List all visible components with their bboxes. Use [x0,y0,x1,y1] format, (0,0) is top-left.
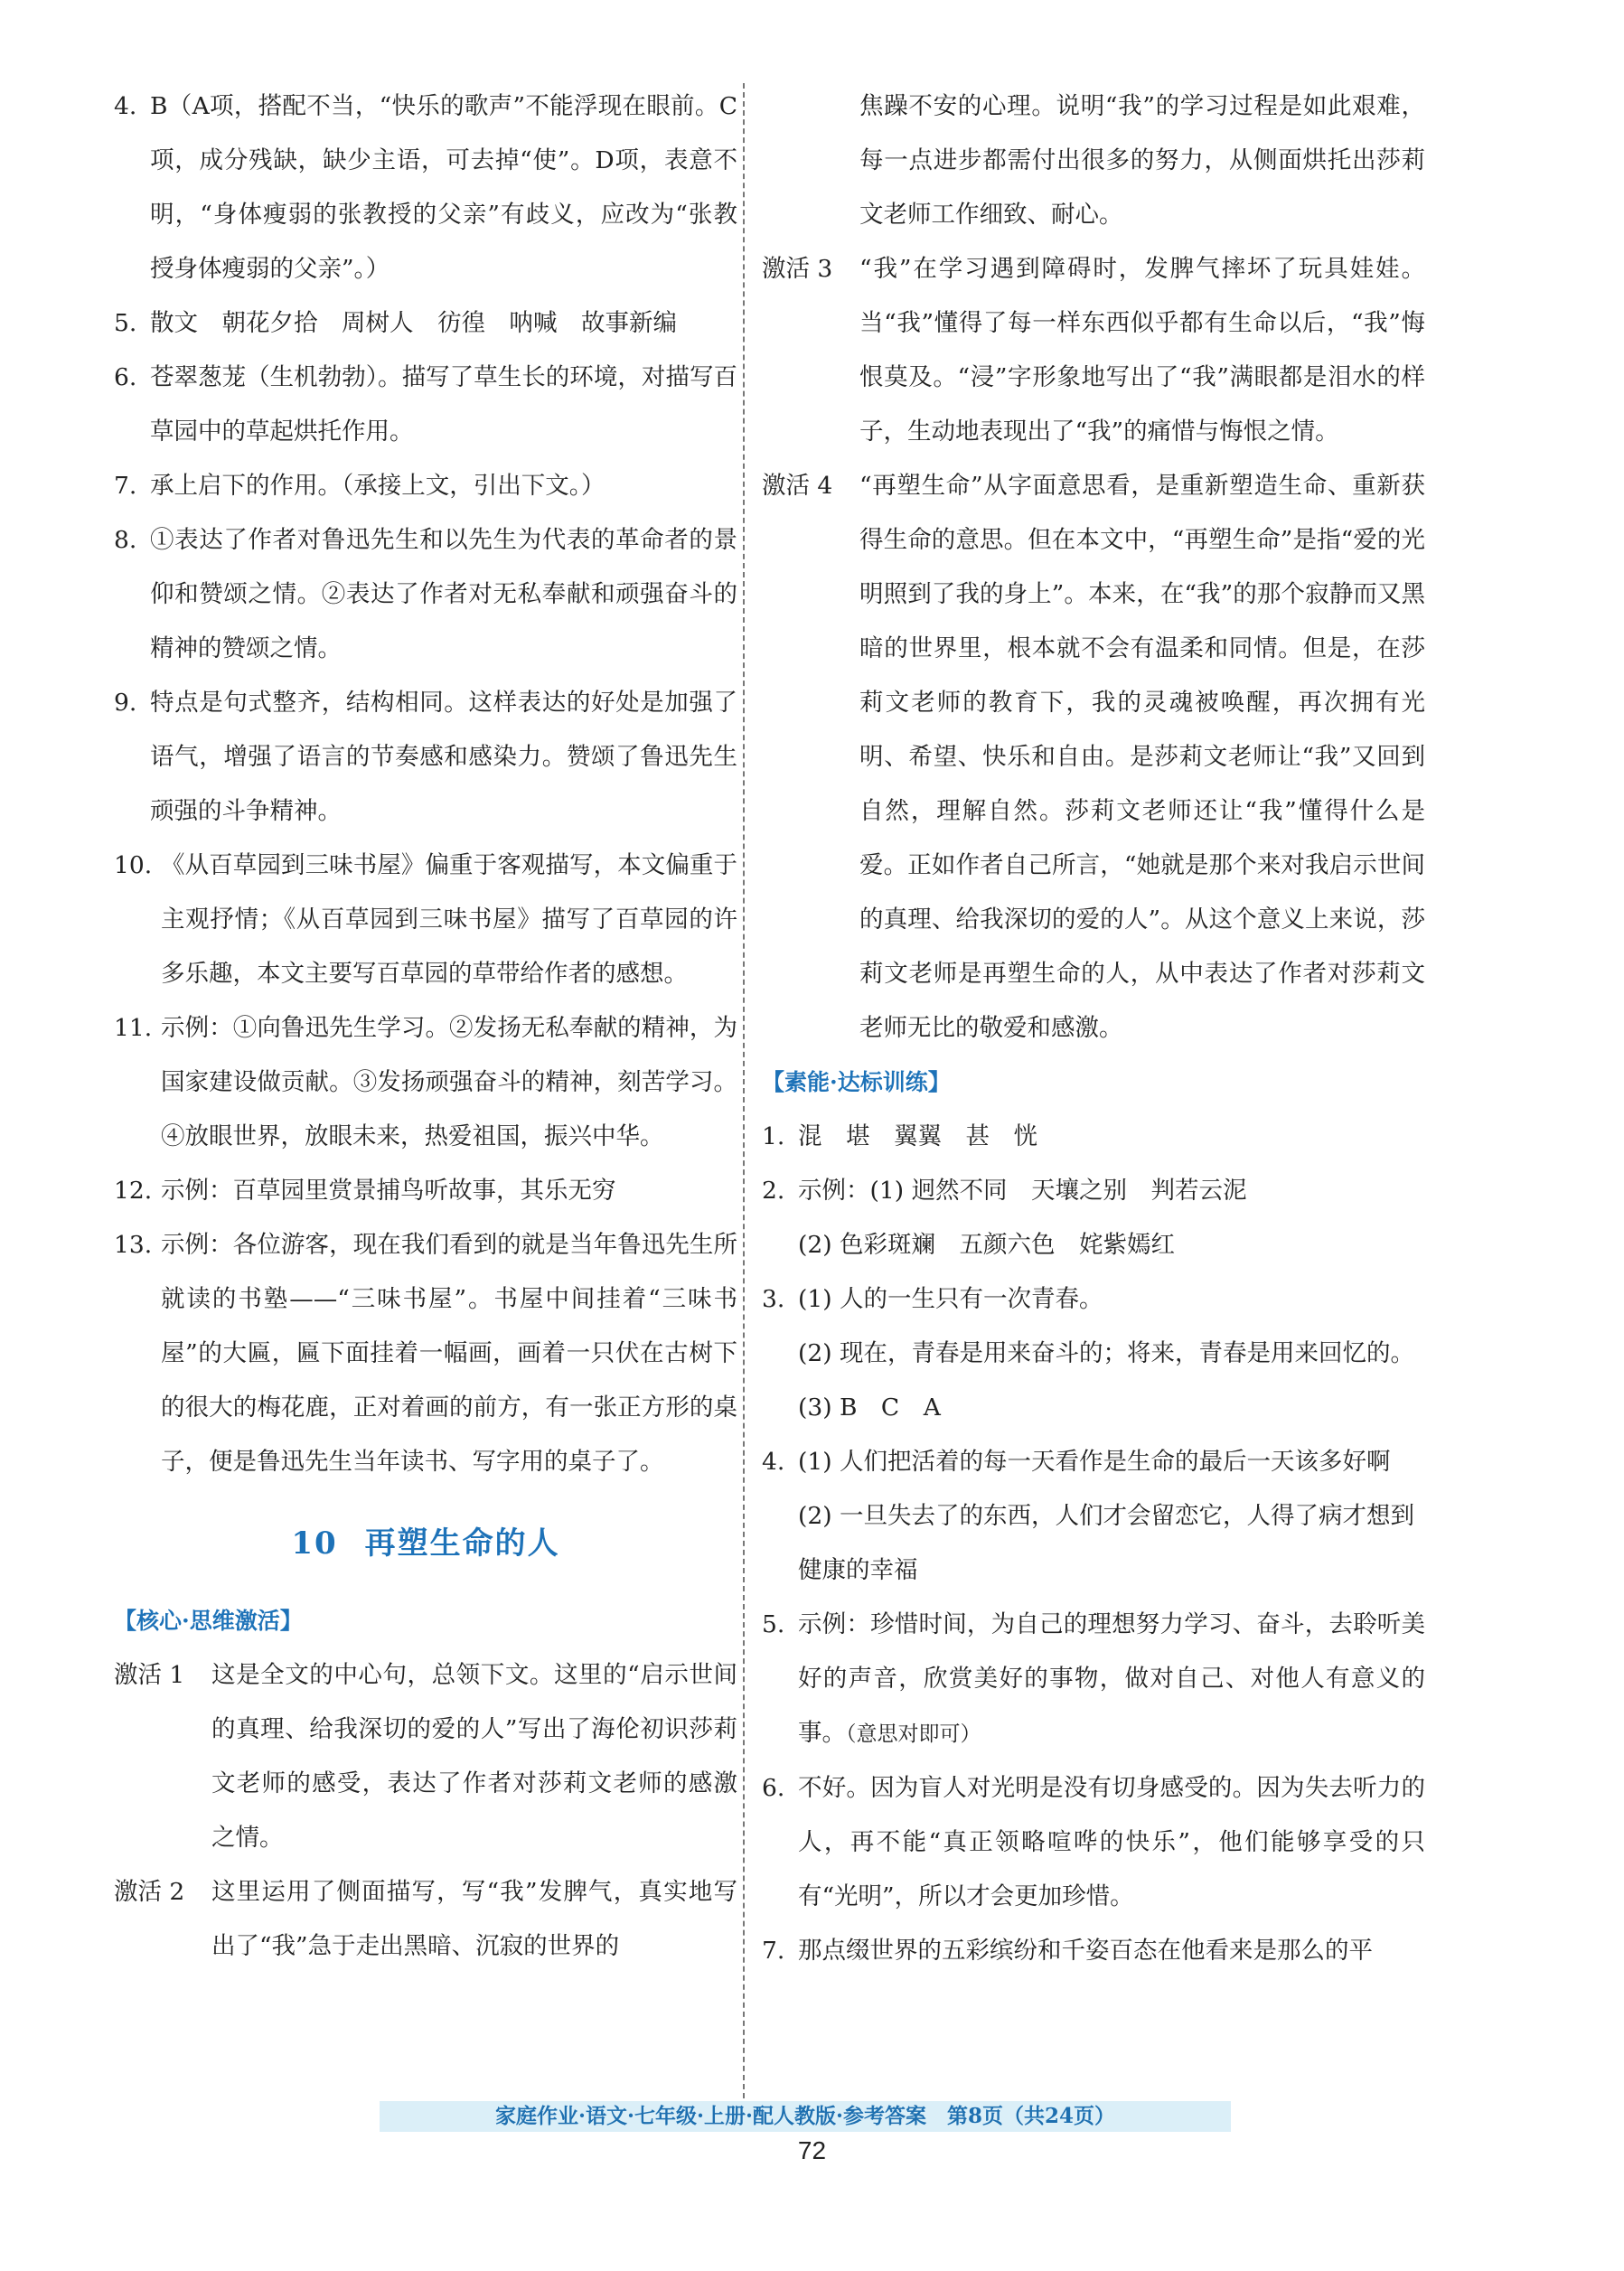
footer-banner: 家庭作业·语文·七年级·上册·配人教版·参考答案 第8页（共24页） [380,2101,1231,2132]
answer-subitem: (2) 现在，青春是用来奋斗的；将来，青春是用来回忆的。 [798,1339,1414,1367]
chapter-title: 10 再塑生命的人 [291,1525,560,1562]
answer-item: 4. B（A项，搭配不当，“快乐的歌声”不能浮现在眼前。C项，成分残缺，缺少主语，可去掉“使”。D项，表意不明，“身体瘦弱的张教授的父亲”有歧义，应改为“张教授身体瘦弱的父亲”。） [114,92,737,283]
answer-item: 6. 苍翠葱茏（生机勃勃）。描写了草生长的环境，对描写百草园中的草起烘托作用。 [114,363,737,446]
answer-item: 8. ①表达了作者对鲁迅先生和以先生为代表的革命者的景仰和赞颂之情。②表达了作者对无私奉献和顽强奋斗的精神的赞颂之情。 [114,526,737,662]
answer-item: 7. 承上启下的作用。（承接上文，引出下文。） [114,472,605,500]
activation-continuation: 焦躁不安的心理。说明“我”的学习过程是如此艰难，每一点进步都需付出很多的努力，从侧面烘托出莎莉文老师工作细致、耐心。 [859,92,1425,229]
answer-item: 5. 示例：珍惜时间，为自己的理想努力学习、奋斗，去聆听美好的声音，欣赏美好的事物，做对自己、对他人有意义的事。（意思对即可） [762,1610,1425,1747]
answer-subitem: (2) 一旦失去了的东西，人们才会留恋它，人得了病才想到健康的幸福 [798,1502,1414,1584]
page-number: 72 [797,2136,827,2164]
activation-item: 激活 2 这里运用了侧面描写，写“我”发脾气，真实地写出了“我”急于走出黑暗、沉寂的世界的 [114,1878,737,1960]
answer-item: 1. 混 堪 翼翼 甚 恍 [762,1122,1037,1150]
answer-item: 9. 特点是句式整齐，结构相同。这样表达的好处是加强了语气，增强了语言的节奏感和感染力。赞颂了鲁迅先生顽强的斗争精神。 [114,689,737,825]
answer-item: 7. 那点缀世界的五彩缤纷和千姿百态在他看来是那么的平 [762,1937,1373,1965]
answer-subitem: (2) 色彩斑斓 五颜六色 姹紫嫣红 [798,1231,1175,1259]
answer-item: 6. 不好。因为盲人对光明是没有切身感受的。因为失去听力的人，再不能“真正领略喧哗的快乐”，他们能够享受的只有“光明”，所以才会更加珍惜。 [762,1774,1425,1910]
answer-item: 12. 示例：百草园里赏景捕鸟听故事，其乐无穷 [114,1177,616,1205]
right-column [762,80,1425,1978]
answer-item: 11. 示例：①向鲁迅先生学习。②发扬无私奉献的精神，为国家建设做贡献。③发扬顽强奋斗的精神，刻苦学习。④放眼世界，放眼未来，热爱祖国，振兴中华。 [114,1014,737,1150]
answer-item: 4. (1) 人们把活着的每一天看作是生命的最后一天该多好啊 [762,1448,1391,1476]
answer-item: 5. 散文 朝花夕拾 周树人 彷徨 呐喊 故事新编 [114,309,677,337]
section-heading-training: 【素能·达标训练】 [762,1069,951,1095]
answer-item: 13. 示例：各位游客，现在我们看到的就是当年鲁迅先生所就读的书塾——“三味书屋”。书屋中间挂着“三味书屋”的大匾，匾下面挂着一幅画，画着一只伏在古树下的很大的梅花鹿，正对着画的前方，有一张正方形的桌子，便是鲁迅先生当年读书、写字用的桌子了。 [114,1231,737,1476]
answer-item: 10. 《从百草园到三味书屋》偏重于客观描写，本文偏重于主观抒情；《从百草园到三味书屋》描写了百草园的许多乐趣，本文主要写百草园的草带给作者的感想。 [114,851,737,988]
activation-item: 激活 1 这是全文的中心句，总领下文。这里的“启示世间的真理、给我深切的爱的人”写出了海伦初识莎莉文老师的感受，表达了作者对莎莉文老师的感激之情。 [114,1661,737,1852]
left-column [114,80,737,1974]
answer-item: 2. 示例：(1) 迥然不同 天壤之别 判若云泥 [762,1177,1247,1205]
answer-item: 3. (1) 人的一生只有一次青春。 [762,1285,1103,1313]
activation-item: 激活 4 “再塑生命”从字面意思看，是重新塑造生命、重新获得生命的意思。但在本文中，“再塑生命”是指“爱的光明照到了我的身上”。本来，在“我”的那个寂静而又黑暗的世界里，根本就不会有温柔和同情。但是，在莎莉文老师的教育下，我的灵魂被唤醒，再次拥有光明、希望、快乐和自由。是莎莉文老师让“我”又回到自然，理解自然。莎莉文老师还让“我”懂得什么是爱。正如作者自己所言，“她就是那个来对我启示世间的真理、给我深切的爱的人”。从这个意义上来说，莎莉文老师是再塑生命的人，从中表达了作者对莎莉文老师无比的敬爱和感激。 [762,472,1425,1042]
activation-item: 激活 3 “我”在学习遇到障碍时，发脾气摔坏了玩具娃娃。当“我”懂得了每一样东西似乎都有生命以后，“我”悔恨莫及。“浸”字形象地写出了“我”满眼都是泪水的样子，生动地表现出了“我”的痛惜与悔恨之情。 [762,255,1425,446]
answer-note: （意思对即可） [846,1722,981,1746]
answer-subitem: (3) B C A [798,1394,941,1422]
section-heading-core: 【核心·思维激活】 [114,1608,303,1634]
column-divider [743,83,745,2107]
